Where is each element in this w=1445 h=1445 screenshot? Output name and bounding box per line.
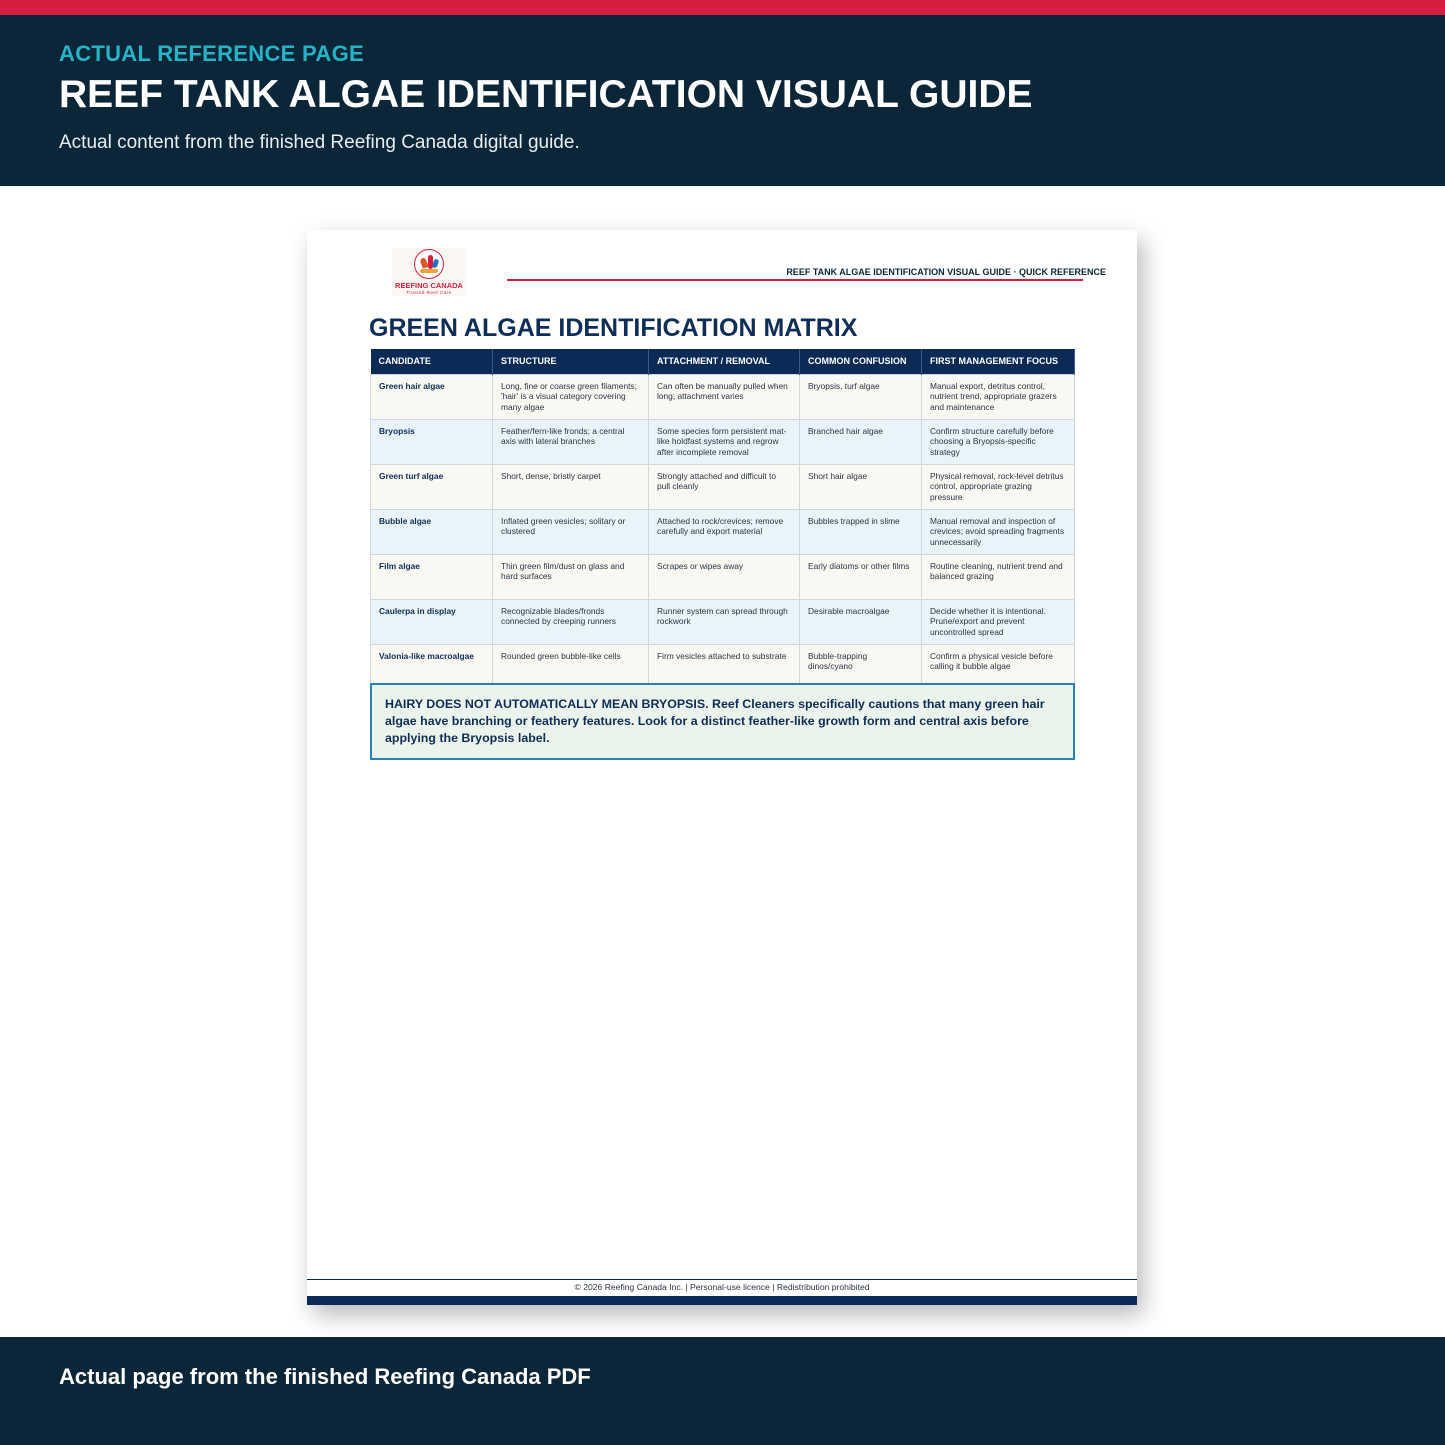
table-cell: Strongly attached and difficult to pull cleanly: [649, 464, 800, 509]
logo-tagline: Trusted Reef Care: [406, 290, 452, 295]
table-cell: Attached to rock/crevices; remove carefully and export material: [649, 509, 800, 554]
table-cell: Manual removal and inspection of crevices; avoid spreading fragments unnecessarily: [922, 509, 1075, 554]
table-cell: Rounded green bubble-like cells: [493, 644, 649, 689]
table-cell: Thin green film/dust on glass and hard surfaces: [493, 554, 649, 599]
bryopsis-callout: HAIRY DOES NOT AUTOMATICALLY MEAN BRYOPSIS. Reef Cleaners specifically cautions that many green hair algae have branching or feathery features. Look for a distinct feather-like growth form and central axis before applying the Bryopsis label.: [370, 683, 1075, 760]
running-head: REEF TANK ALGAE IDENTIFICATION VISUAL GUIDE · QUICK REFERENCE: [786, 267, 1106, 277]
table-cell-candidate: Bryopsis: [371, 419, 493, 464]
table-cell: Runner system can spread through rockwork: [649, 599, 800, 644]
table-cell: Short, dense, bristly carpet: [493, 464, 649, 509]
matrix-title: GREEN ALGAE IDENTIFICATION MATRIX: [369, 314, 858, 342]
table-cell: Routine cleaning, nutrient trend and balanced grazing: [922, 554, 1075, 599]
table-cell: Bubbles trapped in slime: [800, 509, 922, 554]
table-cell-candidate: Film algae: [371, 554, 493, 599]
table-cell-candidate: Green hair algae: [371, 374, 493, 419]
column-header: ATTACHMENT / REMOVAL: [649, 349, 800, 374]
table-cell-candidate: Green turf algae: [371, 464, 493, 509]
column-header: CANDIDATE: [371, 349, 493, 374]
table-cell: Manual export, detritus control, nutrient trend, appropriate grazers and maintenance: [922, 374, 1075, 419]
table-cell: Scrapes or wipes away: [649, 554, 800, 599]
column-header: COMMON CONFUSION: [800, 349, 922, 374]
table-cell-candidate: Bubble algae: [371, 509, 493, 554]
pdf-page-preview: [307, 230, 1137, 1305]
table-cell: Inflated green vesicles; solitary or clustered: [493, 509, 649, 554]
table-row: [371, 599, 1075, 644]
table-row: [371, 374, 1075, 419]
table-cell-candidate: Caulerpa in display: [371, 599, 493, 644]
table-cell: Branched hair algae: [800, 419, 922, 464]
table-cell: Early diatoms or other films: [800, 554, 922, 599]
coral-logo-icon: [414, 249, 444, 279]
table-cell: Feather/fern-like fronds; a central axis with lateral branches: [493, 419, 649, 464]
page-footer-bar: [307, 1296, 1137, 1305]
table-row: [371, 419, 1075, 464]
logo-name: REEFING CANADA: [395, 281, 463, 290]
page-footer: [0, 1337, 1445, 1445]
table-row: [371, 509, 1075, 554]
table-cell: Physical removal, rock-level detritus control, appropriate grazing pressure: [922, 464, 1075, 509]
column-header: FIRST MANAGEMENT FOCUS: [922, 349, 1075, 374]
table-cell: Confirm structure carefully before choosing a Bryopsis-specific strategy: [922, 419, 1075, 464]
table-header-row: [371, 349, 1075, 374]
page-footer-rule: [307, 1279, 1137, 1280]
table-cell-candidate: Valonia-like macroalgae: [371, 644, 493, 689]
table-cell: Bryopsis, turf algae: [800, 374, 922, 419]
table-cell: Can often be manually pulled when long; attachment varies: [649, 374, 800, 419]
running-head-rule: [507, 279, 1083, 281]
top-accent-stripe: [0, 0, 1445, 15]
table-cell: Confirm a physical vesicle before calling it bubble algae: [922, 644, 1075, 689]
column-header: STRUCTURE: [493, 349, 649, 374]
identification-matrix-table: [370, 349, 1075, 690]
header-title: REEF TANK ALGAE IDENTIFICATION VISUAL GUIDE: [59, 73, 1033, 116]
table-cell: Bubble-trapping dinos/cyano: [800, 644, 922, 689]
footer-caption: Actual page from the finished Reefing Canada PDF: [59, 1364, 591, 1389]
header-subtitle: Actual content from the finished Reefing Canada digital guide.: [59, 132, 580, 153]
page-header: [0, 15, 1445, 186]
table-cell: Desirable macroalgae: [800, 599, 922, 644]
header-eyebrow: ACTUAL REFERENCE PAGE: [59, 41, 364, 66]
table-cell: Long, fine or coarse green filaments; 'hair' is a visual category covering many algae: [493, 374, 649, 419]
reefing-canada-logo: [392, 248, 466, 296]
table-row: [371, 464, 1075, 509]
page-footer-copyright: © 2026 Reefing Canada Inc. | Personal-use licence | Redistribution prohibited: [574, 1282, 870, 1292]
table-cell: Recognizable blades/fronds connected by creeping runners: [493, 599, 649, 644]
table-cell: Short hair algae: [800, 464, 922, 509]
table-cell: Decide whether it is intentional. Prune/export and prevent uncontrolled spread: [922, 599, 1075, 644]
table-row: [371, 554, 1075, 599]
table-cell: Some species form persistent mat-like holdfast systems and regrow after incomplete removal: [649, 419, 800, 464]
table-cell: Firm vesicles attached to substrate: [649, 644, 800, 689]
